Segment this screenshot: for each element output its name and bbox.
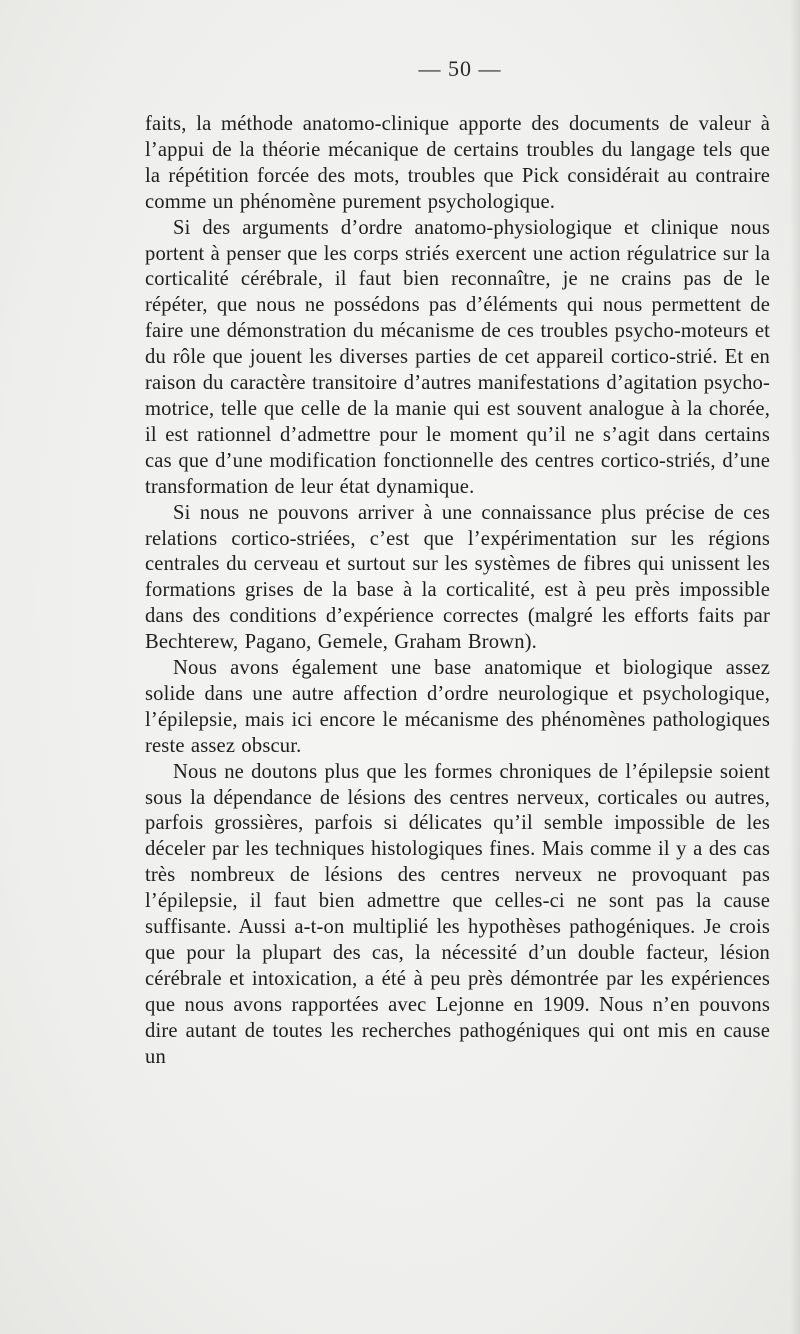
- paragraph-3: Si nous ne pouvons arriver à une connaissance plus précise de ces relations cortico-striées, c’est que l’expérimentation sur les régions centrales du cerveau et surtout sur les systèmes de fibres qui unissent les formations grises de la base à la corticalité, est à peu près impossible dans des conditions d’expérience correctes (malgré les efforts faits par Bechterew, Pagano, Gemele, Graham Brown).: [145, 501, 770, 654]
- paragraph-5: Nous ne doutons plus que les formes chroniques de l’épilepsie soient sous la dépendance de lésions des centres nerveux, corticales ou autres, parfois grossières, parfois si délicates qu’il semble impossible de les déceler par les techniques histologiques fines. Mais comme il y a des cas très nombreux de lésions des centres nerveux ne provoquant pas l’épilepsie, il faut bien admettre que celles-ci ne sont pas la cause suffisante. Aussi a-t-on multiplié les hypothèses pathogéniques. Je crois que pour la plupart des cas, la nécessité d’un double facteur, lésion cérébrale et intoxication, a été à peu près démontrée par les expériences que nous avons rapportées avec Lejonne en 1909. Nous n’en pouvons dire autant de toutes les recherches pathogéniques qui ont mis en cause un: [145, 760, 770, 1068]
- paragraph-2: Si des arguments d’ordre anatomo-physiologique et clinique nous portent à penser que les corps striés exercent une action régulatrice sur la corticalité cérébrale, il faut bien reconnaître, je ne crains pas de le répéter, que nous ne possédons pas d’éléments qui nous permettent de faire une démonstration du mécanisme de ces troubles psycho-moteurs et du rôle que jouent les diverses parties de cet appareil cortico-strié. Et en raison du caractère transitoire d’autres manifestations d’agitation psycho-motrice, telle que celle de la manie qui est souvent analogue à la chorée, il est rationnel d’admettre pour le moment qu’il ne s’agit dans certains cas que d’une modification fonctionnelle des centres cortico-striés, d’une transformation de leur état dynamique.: [145, 216, 770, 498]
- body-text: [145, 112, 770, 1071]
- page-number: — 50 —: [418, 56, 502, 81]
- paragraph-4: Nous avons également une base anatomique et biologique assez solide dans une autre affection d’ordre neurologique et psychologique, l’épilepsie, mais ici encore le mécanisme des phénomènes pathologiques reste assez obscur.: [145, 657, 770, 757]
- page-edge-shadow: [790, 0, 800, 1334]
- paragraph-1: faits, la méthode anatomo-clinique apporte des documents de valeur à l’appui de la théorie mécanique de certains troubles du langage tels que la répétition forcée des mots, troubles que Pick considérait au contraire comme un phénomène purement psychologique.: [145, 113, 770, 213]
